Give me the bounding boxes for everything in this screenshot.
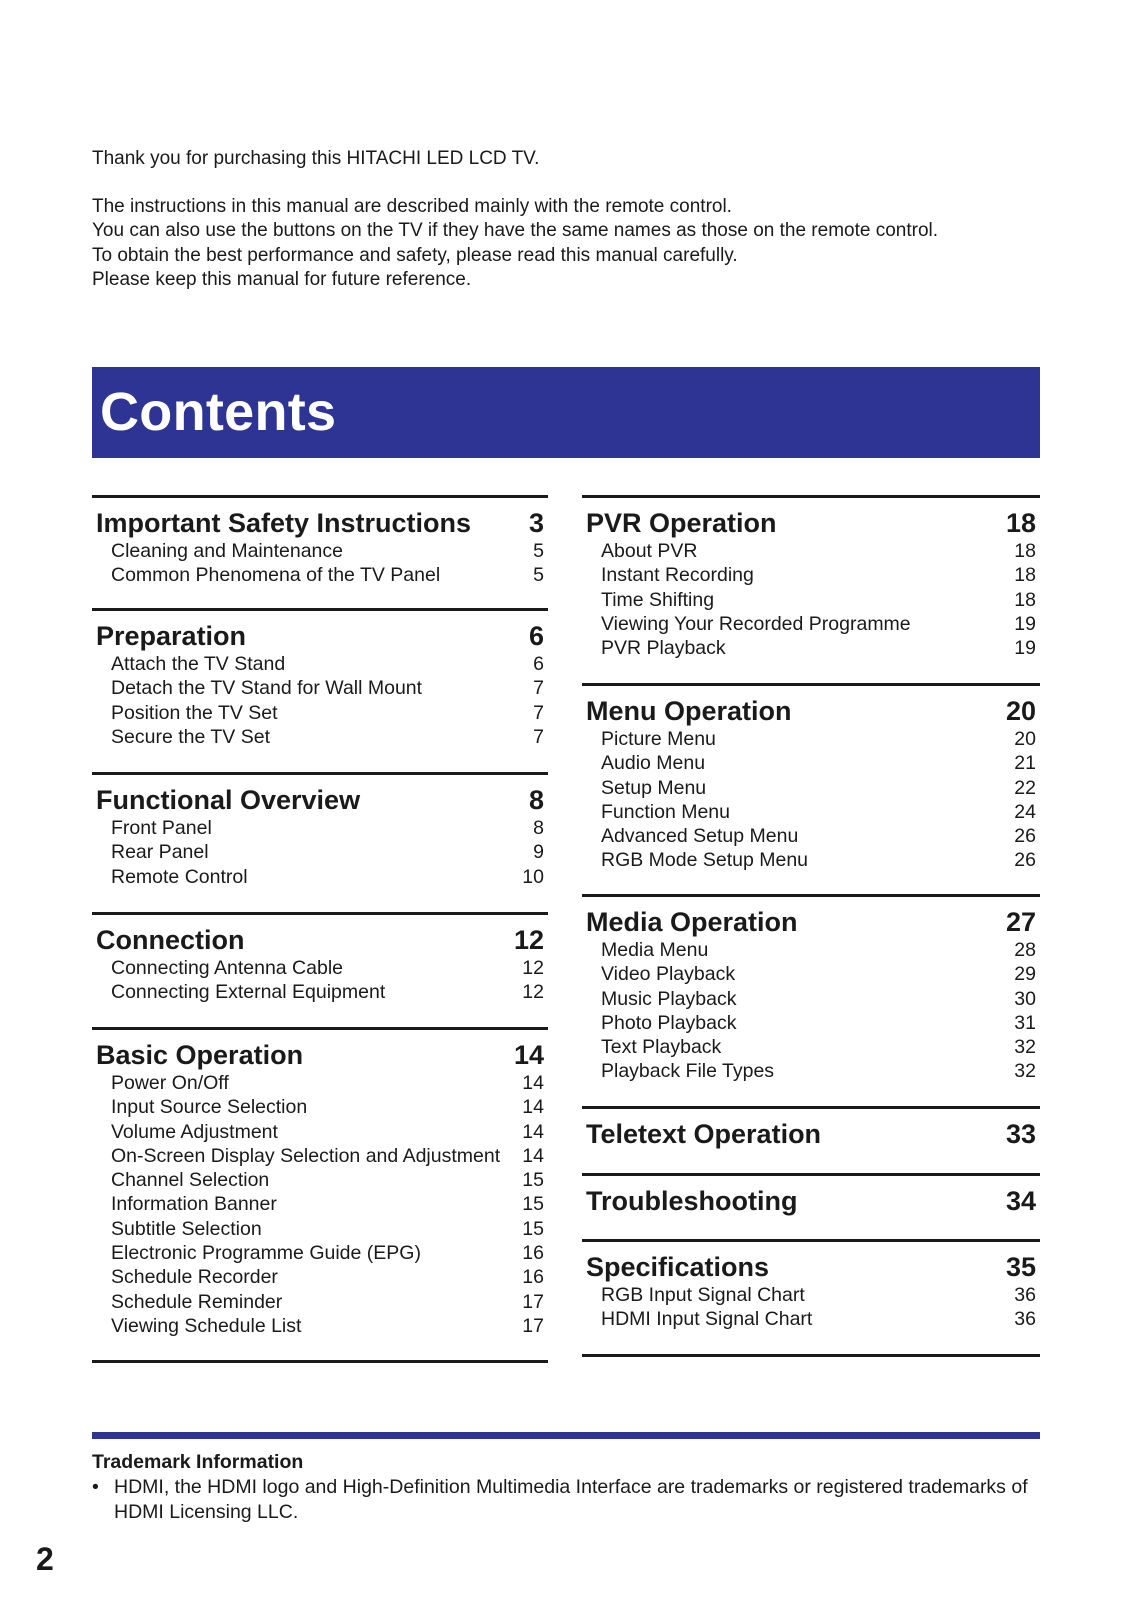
toc-section-heading[interactable]: [96, 621, 544, 652]
toc-section-title: Specifications: [586, 1252, 770, 1282]
toc-entry-label: Power On/Off: [111, 1072, 229, 1094]
toc-entry-label: Remote Control: [111, 865, 248, 888]
toc-entry[interactable]: [586, 1059, 1036, 1083]
contents-banner: [92, 367, 1040, 458]
trademark-title: Trademark Information: [92, 1451, 304, 1473]
toc-entry-page: 14: [522, 1072, 544, 1094]
toc-section-title: Preparation: [96, 621, 247, 651]
toc-entry-label: Schedule Recorder: [111, 1266, 278, 1289]
toc-entry-page: 18: [1014, 540, 1036, 562]
toc-entry[interactable]: [586, 776, 1036, 800]
toc-section: [92, 772, 548, 912]
trademark-text: HDMI, the HDMI logo and High-Definition Multimedia Interface are trademarks or registered trademarks of HDMI Licensing LLC.: [114, 1476, 1028, 1523]
toc-entry-page: 24: [1014, 800, 1036, 823]
toc-entry-page: 7: [533, 725, 544, 748]
toc-entry[interactable]: [96, 1314, 544, 1338]
toc-entry-label: Audio Menu: [601, 752, 706, 775]
toc-entry-label: Front Panel: [111, 817, 212, 839]
toc-entry-label: Video Playback: [601, 963, 736, 986]
toc-entry-label: Instant Recording: [601, 564, 754, 587]
toc-entry-label: Viewing Schedule List: [111, 1314, 302, 1337]
toc-entry[interactable]: [586, 938, 1036, 962]
toc-section-page: 18: [1005, 508, 1036, 538]
toc-entry-label: Subtitle Selection: [111, 1217, 262, 1240]
trademark-note: [92, 1475, 1042, 1524]
intro-text: [92, 147, 1052, 293]
toc-entry[interactable]: [96, 1217, 544, 1241]
toc-section-page: 3: [528, 508, 544, 538]
toc-entry-label: Information Banner: [111, 1193, 277, 1216]
toc-entry-page: 17: [522, 1314, 544, 1337]
toc-right-column: [582, 495, 1040, 1357]
toc-entry[interactable]: [96, 563, 544, 587]
toc-entry-label: Electronic Programme Guide (EPG): [111, 1242, 421, 1265]
toc-column-end-rule: [582, 1354, 1040, 1357]
toc-entry-label: Time Shifting: [601, 588, 715, 611]
toc-entry-label: Playback File Types: [601, 1060, 775, 1083]
toc-entry[interactable]: [586, 1035, 1036, 1059]
toc-entry-page: 26: [1014, 825, 1036, 848]
toc-section-title: Media Operation: [586, 907, 798, 937]
toc-entry-page: 20: [1014, 728, 1036, 750]
toc-entry-page: 19: [1014, 637, 1036, 660]
toc-entry-page: 26: [1014, 849, 1036, 872]
toc-entry-page: 12: [522, 981, 544, 1004]
toc-entry-page: 17: [522, 1290, 544, 1313]
toc-entry[interactable]: [96, 1290, 544, 1314]
toc-entry-label: Attach the TV Stand: [111, 653, 286, 675]
toc-entry[interactable]: [586, 563, 1036, 587]
toc-entry-page: 15: [522, 1217, 544, 1240]
toc-section-page: 33: [1005, 1119, 1036, 1149]
toc-entry-page: 5: [533, 564, 544, 587]
toc-entry[interactable]: [96, 1168, 544, 1192]
toc-entry-label: Volume Adjustment: [111, 1120, 278, 1143]
toc-section: [92, 1027, 548, 1360]
toc-entry[interactable]: [586, 1283, 1036, 1307]
toc-entry[interactable]: [586, 800, 1036, 824]
toc-entry-label: Cleaning and Maintenance: [111, 540, 344, 562]
toc-entry-page: 15: [522, 1169, 544, 1192]
toc-section-heading[interactable]: [96, 1040, 544, 1071]
toc-section-heading[interactable]: [586, 907, 1036, 938]
toc-entry[interactable]: [586, 962, 1036, 986]
toc-column-end-rule: [92, 1360, 548, 1363]
toc-entry[interactable]: [96, 1095, 544, 1119]
bullet-icon: •: [92, 1476, 99, 1498]
toc-section-title: Teletext Operation: [586, 1119, 822, 1149]
toc-entry[interactable]: [586, 751, 1036, 775]
toc-entry-page: 32: [1014, 1060, 1036, 1083]
toc-entry[interactable]: [96, 676, 544, 700]
toc-section: [92, 608, 548, 772]
toc-section-heading[interactable]: [586, 1252, 1036, 1283]
toc-entry[interactable]: [586, 1011, 1036, 1035]
toc-section: [582, 495, 1040, 683]
toc-entry-page: 29: [1014, 963, 1036, 986]
toc-entry-page: 14: [522, 1120, 544, 1143]
toc-entry-page: 7: [533, 677, 544, 700]
toc-section: [92, 912, 548, 1027]
toc-entry-label: On-Screen Display Selection and Adjustment: [111, 1144, 501, 1167]
toc-section: [92, 495, 548, 608]
toc-entry[interactable]: [96, 701, 544, 725]
toc-section-page: 35: [1005, 1252, 1036, 1282]
toc-entry-page: 19: [1014, 612, 1036, 635]
toc-section-title: Functional Overview: [96, 785, 361, 815]
toc-section: [582, 1106, 1040, 1173]
toc-entry-page: 18: [1014, 564, 1036, 587]
toc-entry-label: Input Source Selection: [111, 1096, 308, 1119]
toc-section-heading[interactable]: [96, 785, 544, 816]
toc-entry-label: About PVR: [601, 540, 698, 562]
toc-entry-label: Function Menu: [601, 800, 730, 823]
toc-section-title: Basic Operation: [96, 1040, 304, 1070]
toc-entry-label: RGB Mode Setup Menu: [601, 849, 809, 872]
intro-line: Please keep this manual for future reference.: [92, 269, 472, 290]
toc-entry[interactable]: [96, 539, 544, 563]
toc-entry[interactable]: [96, 980, 544, 1004]
toc-section-heading[interactable]: [96, 508, 544, 539]
toc-section-title: PVR Operation: [586, 508, 777, 538]
toc-entry[interactable]: [96, 1144, 544, 1168]
toc-entry-page: 15: [522, 1193, 544, 1216]
toc-entry[interactable]: [586, 824, 1036, 848]
contents-title: Contents: [100, 382, 337, 442]
toc-section-heading[interactable]: [586, 696, 1036, 727]
toc-entry[interactable]: [586, 727, 1036, 751]
toc-entry-page: 28: [1014, 939, 1036, 961]
intro-line: You can also use the buttons on the TV if they have the same names as those on the remote control.: [92, 220, 939, 241]
toc-entry-label: Photo Playback: [601, 1011, 737, 1034]
toc-entry[interactable]: [586, 588, 1036, 612]
toc-entry-page: 22: [1014, 776, 1036, 799]
toc-entry-page: 36: [1014, 1308, 1036, 1331]
toc-entry[interactable]: [586, 539, 1036, 563]
toc-entry[interactable]: [586, 636, 1036, 660]
toc-section-page: 6: [528, 621, 544, 651]
toc-entry-page: 21: [1014, 752, 1036, 775]
intro-thanks: Thank you for purchasing this HITACHI LED LCD TV.: [92, 148, 540, 169]
toc-entry[interactable]: [96, 956, 544, 980]
toc-entry-label: Text Playback: [601, 1036, 722, 1059]
toc-entry-label: Position the TV Set: [111, 701, 278, 724]
toc-entry-page: 36: [1014, 1284, 1036, 1306]
toc-section-page: 14: [513, 1040, 544, 1070]
toc-section: [582, 1239, 1040, 1354]
toc-entry-page: 14: [522, 1096, 544, 1119]
toc-section-title: Menu Operation: [586, 696, 792, 726]
toc-entry[interactable]: [96, 1071, 544, 1095]
toc-entry-page: 12: [522, 957, 544, 979]
toc-entry-page: 31: [1014, 1011, 1036, 1034]
toc-section: [582, 683, 1040, 894]
toc-section-title: Important Safety Instructions: [96, 508, 472, 538]
toc-entry-label: Picture Menu: [601, 728, 716, 750]
toc-entry-label: Schedule Reminder: [111, 1290, 283, 1313]
toc-entry-label: HDMI Input Signal Chart: [601, 1308, 813, 1331]
toc-section: [582, 1173, 1040, 1239]
toc-entry-page: 9: [533, 841, 544, 864]
toc-entry[interactable]: [586, 612, 1036, 636]
toc-section-title: Troubleshooting: [586, 1186, 798, 1216]
toc-section-page: 20: [1005, 696, 1036, 726]
toc-entry-label: Channel Selection: [111, 1169, 270, 1192]
toc-entry-page: 14: [522, 1144, 544, 1167]
toc-section-heading[interactable]: [96, 925, 544, 956]
toc-entry[interactable]: [96, 652, 544, 676]
toc-entry[interactable]: [96, 1241, 544, 1265]
toc-entry-label: Media Menu: [601, 939, 709, 961]
toc-entry[interactable]: [96, 865, 544, 889]
toc-left-column: [92, 495, 548, 1363]
toc-entry-label: Detach the TV Stand for Wall Mount: [111, 677, 423, 700]
toc-entry[interactable]: [586, 848, 1036, 872]
toc-entry-page: 10: [522, 865, 544, 888]
toc-entry-page: 8: [533, 817, 544, 839]
toc-entry[interactable]: [96, 1192, 544, 1216]
toc-entry-page: 5: [533, 540, 544, 562]
toc-section-heading[interactable]: [586, 1186, 1036, 1217]
toc-entry-page: 18: [1014, 588, 1036, 611]
footer-divider-bar: [92, 1432, 1040, 1439]
toc-entry-label: Secure the TV Set: [111, 725, 270, 748]
toc-entry-page: 32: [1014, 1036, 1036, 1059]
toc-entry[interactable]: [586, 1307, 1036, 1331]
toc-entry-label: Common Phenomena of the TV Panel: [111, 564, 441, 587]
toc-entry-label: Setup Menu: [601, 776, 707, 799]
toc-section: [582, 894, 1040, 1106]
toc-section-heading[interactable]: [586, 508, 1036, 539]
toc-section-page: 8: [528, 785, 544, 815]
intro-line: To obtain the best performance and safety, please read this manual carefully.: [92, 244, 738, 266]
toc-entry-page: 7: [533, 701, 544, 724]
toc-entry[interactable]: [586, 987, 1036, 1011]
toc-entry-page: 16: [522, 1242, 544, 1265]
toc-entry-label: Rear Panel: [111, 841, 209, 864]
toc-entry[interactable]: [96, 1120, 544, 1144]
toc-entry[interactable]: [96, 1265, 544, 1289]
toc-section-page: 34: [1005, 1186, 1036, 1216]
toc-entry-page: 6: [533, 653, 544, 675]
toc-section-page: 27: [1005, 907, 1036, 937]
toc-entry-label: Music Playback: [601, 987, 737, 1010]
toc-entry-label: RGB Input Signal Chart: [601, 1284, 805, 1306]
toc-entry-page: 16: [522, 1266, 544, 1289]
toc-entry-label: Connecting Antenna Cable: [111, 957, 344, 979]
toc-entry[interactable]: [96, 725, 544, 749]
toc-entry-label: Viewing Your Recorded Programme: [601, 612, 911, 635]
toc-entry-page: 30: [1014, 987, 1036, 1010]
toc-entry-label: PVR Playback: [601, 637, 726, 660]
toc-section-heading[interactable]: [586, 1119, 1036, 1150]
toc-entry-label: Advanced Setup Menu: [601, 825, 799, 848]
toc-entry-label: Connecting External Equipment: [111, 981, 386, 1004]
toc-section-title: Connection: [96, 925, 245, 955]
toc-entry[interactable]: [96, 840, 544, 864]
intro-line: The instructions in this manual are described mainly with the remote control.: [92, 195, 732, 217]
toc-section-page: 12: [513, 925, 544, 955]
page-number: 2: [36, 1541, 54, 1577]
toc-entry[interactable]: [96, 816, 544, 840]
